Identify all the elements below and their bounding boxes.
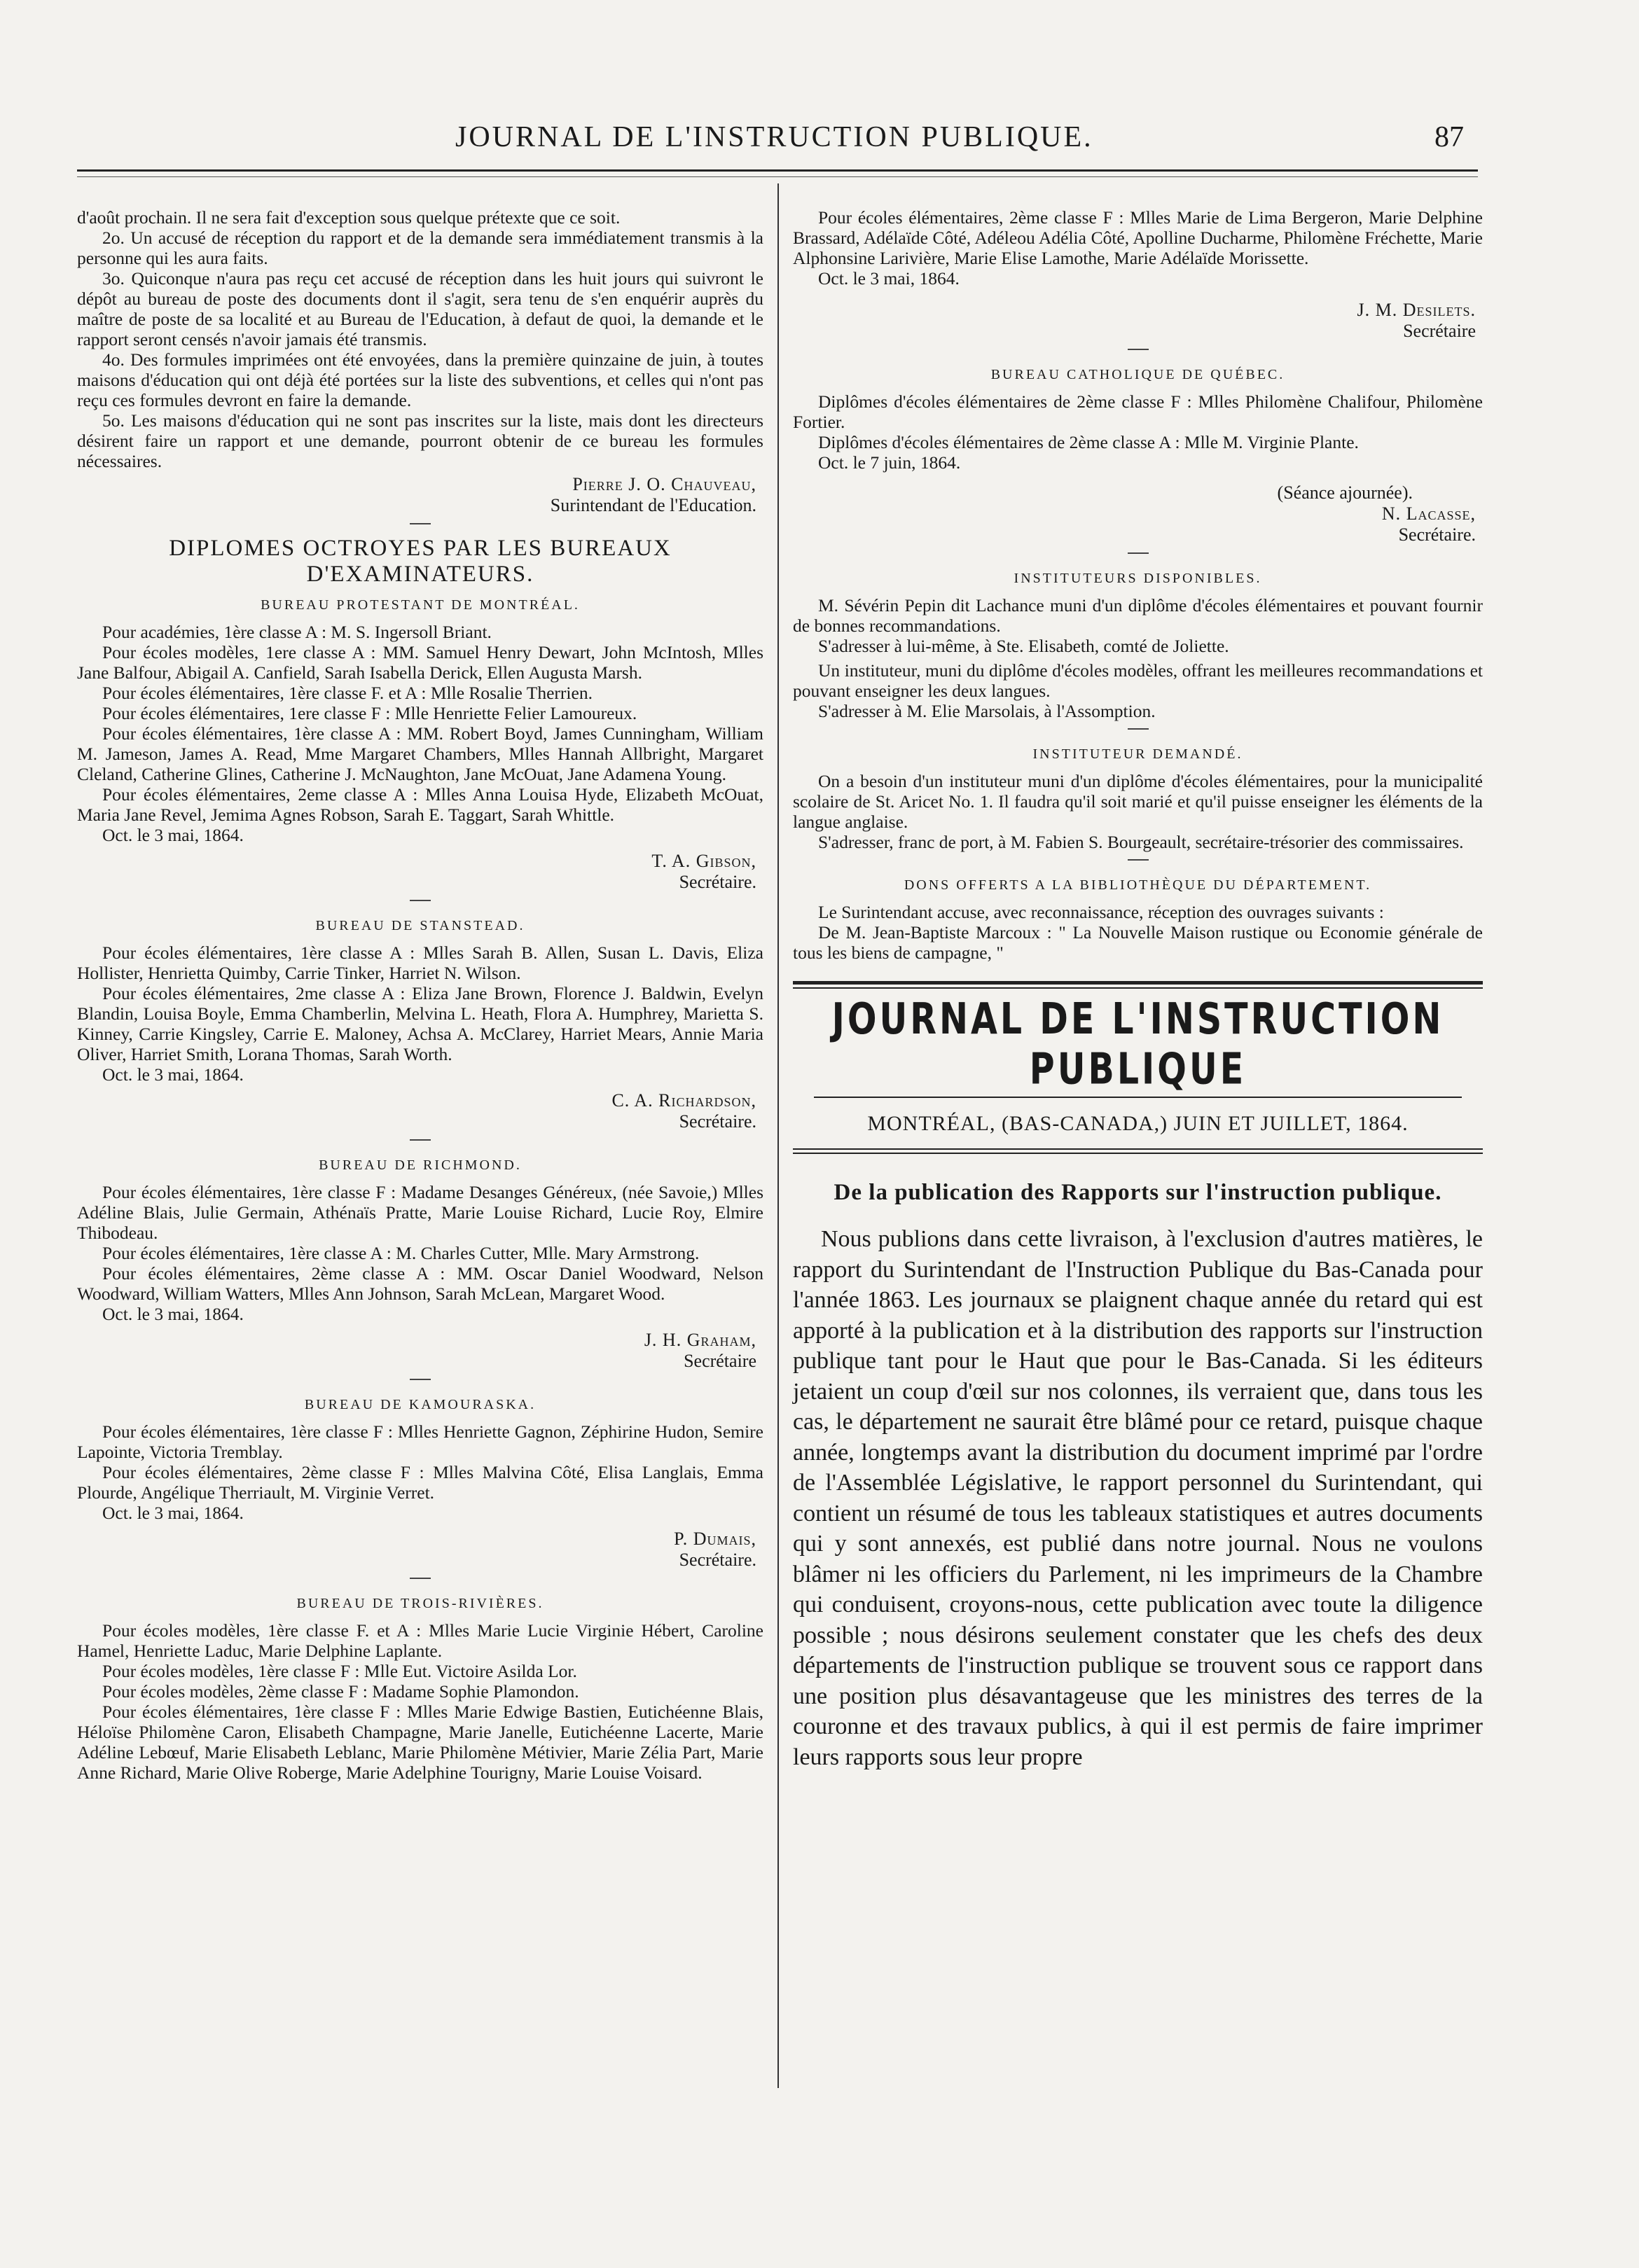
column-divider <box>777 183 779 2088</box>
bureau-heading: BUREAU DE TROIS-RIVIÈRES. <box>296 1596 544 1611</box>
paragraph: Pour écoles modèles, 1ère classe F. et A : Mlles Marie Lucie Virginie Hébert, Caroline Hamel, Henriette Laduc, Marie Delphine Laplante. <box>77 1620 763 1661</box>
paragraph: Pour écoles modèles, 1ère classe F : Mlle Eut. Victoire Asilda Lor. <box>102 1661 577 1681</box>
paragraph: M. Sévérin Pepin dit Lachance muni d'un diplôme d'écoles élémentaires et pouvant fournir de bonnes recommandations. <box>793 595 1483 636</box>
paragraph: Pour écoles élémentaires, 2ème classe F : Mlles Malvina Côté, Elisa Langlais, Emma Plourde, Angélique Therriault, M. Virginie Verret. <box>77 1462 763 1503</box>
session-note: (Séance ajournée). <box>1277 482 1413 503</box>
signature <box>77 474 763 495</box>
paragraph: Pour écoles modèles, 2ème classe F : Madame Sophie Plamondon. <box>102 1681 579 1702</box>
signature-name: N. Lacasse, <box>1381 503 1476 524</box>
divider <box>410 1379 431 1380</box>
signature-name: J. M. Desilets. <box>1357 300 1476 320</box>
masthead-rule-thin <box>793 987 1483 989</box>
paragraph: Pour écoles élémentaires, 2ème classe A : MM. Oscar Daniel Woodward, Nelson Woodward, William Watters, Mlles Ann Johnson, Sarah McLean, Margaret Wood. <box>77 1263 763 1304</box>
bureau-heading: BUREAU DE KAMOURASKA. <box>304 1397 537 1412</box>
date-line: Oct. le 3 mai, 1864. <box>102 1304 244 1324</box>
date-line: Oct. le 3 mai, 1864. <box>102 1064 244 1085</box>
divider <box>1128 728 1149 730</box>
paragraph: Pour écoles élémentaires, 2ème classe F : Mlles Marie de Lima Bergeron, Marie Delphine Brassard, Adélaïde Côté, Adéleou Adélia Côté, Apolline Ducharme, Philomène Fréchette, Marie Alphonsine Larivière, Marie Elise Lamothe, Marie Adélaïde Morissette. <box>793 207 1483 268</box>
masthead-rule <box>793 981 1483 985</box>
article-title: De la publication des Rapports sur l'instruction publique. <box>834 1180 1442 1205</box>
header-rule-thin <box>77 176 1478 177</box>
paragraph: S'adresser à lui-même, à Ste. Elisabeth, comté de Joliette. <box>818 636 1229 656</box>
signature-title: Secrétaire <box>684 1351 756 1371</box>
paragraph: S'adresser à M. Elie Marsolais, à l'Assomption. <box>818 701 1156 721</box>
running-title: JOURNAL DE L'INSTRUCTION PUBLIQUE. <box>455 121 1093 153</box>
masthead-rule-thin <box>793 1148 1483 1150</box>
paragraph: Pour écoles élémentaires, 1ère classe F : Mlles Marie Edwige Bastien, Eutichéenne Blais, Héloïse Philomène Caron, Elisabeth Champagne, Marie Janelle, Eutichéenne Lacerte, Marie Adéline Lebœuf, Marie Elisabeth Leblanc, Marie Philomène Métivier, Marie Zélia Part, Marie Anne Richard, Marie Olive Roberge, Marie Adelphine Tourigny, Marie Louise Voisard. <box>77 1702 763 1783</box>
signature-title: Secrétaire. <box>679 872 756 892</box>
paragraph: 5o. Les maisons d'éducation qui ne sont pas inscrites sur la liste, mais dont les directeurs désirent faire un rapport et une demande, pourront obtenir de ce bureau les formules nécessaires. <box>77 410 763 471</box>
bureau-heading: BUREAU DE STANSTEAD. <box>315 918 525 933</box>
signature-title: Surintendant de l'Education. <box>550 495 756 515</box>
paragraph: Diplômes d'écoles élémentaires de 2ème classe A : Mlle M. Virginie Plante. <box>818 432 1359 452</box>
signature-name: Pierre J. O. Chauveau, <box>572 474 756 494</box>
paragraph: Diplômes d'écoles élémentaires de 2ème classe F : Mlles Philomène Chalifour, Philomène Fortier. <box>793 391 1483 432</box>
divider <box>410 1578 431 1579</box>
paragraph: Pour écoles élémentaires, 1ere classe F : Mlle Henriette Felier Lamoureux. <box>102 703 637 723</box>
paragraph: Pour écoles modèles, 1ere classe A : MM. Samuel Henry Dewart, John McIntosh, Mlles Jane Balfour, Abigail A. Canfield, Sarah Isabella Derick, Ellen Augusta Marsh. <box>77 642 763 683</box>
notice-heading: INSTITUTEUR DEMANDÉ. <box>1032 746 1243 762</box>
paragraph: Pour écoles élémentaires, 1ère classe F. et A : Mlle Rosalie Therrien. <box>102 683 593 703</box>
paragraph: Pour écoles élémentaires, 2eme classe A : Mlles Anna Louisa Hyde, Elizabeth McOuat, Maria Jane Revel, Jemima Agnes Robson, Sarah E. Taggart, Sarah Whittle. <box>77 784 763 825</box>
masthead-dateline: MONTRÉAL, (BAS-CANADA,) JUIN ET JUILLET, 1864. <box>867 1112 1409 1135</box>
masthead-rule-thin <box>793 1153 1483 1154</box>
left-column <box>77 207 763 1783</box>
paragraph: De M. Jean-Baptiste Marcoux : " La Nouvelle Maison rustique ou Economie générale de tous les biens de campagne, " <box>793 922 1483 963</box>
paragraph: 4o. Des formules imprimées ont été envoyées, dans la première quinzaine de juin, à toutes maisons d'éducation qui ont déjà été portées sur la liste des subventions, et celles qui n'ont pas reçu ces formules devront en faire la demande. <box>77 349 763 410</box>
divider <box>1128 859 1149 861</box>
running-head <box>77 120 1478 162</box>
paragraph: Pour écoles élémentaires, 1ère classe F : Mlles Henriette Gagnon, Zéphirine Hudon, Semire Lapointe, Victoria Tremblay. <box>77 1421 763 1462</box>
bureau-heading: BUREAU DE RICHMOND. <box>319 1157 522 1173</box>
signature-name: T. A. Gibson, <box>651 851 756 871</box>
paragraph: Un instituteur, muni du diplôme d'écoles modèles, offrant les meilleures recommandations et pouvant enseigner les deux langues. <box>793 660 1483 701</box>
signature-title: Secrétaire <box>1403 321 1476 341</box>
masthead-title: JOURNAL DE L'INSTRUCTION PUBLIQUE <box>831 994 1444 1094</box>
article <box>793 1179 1483 1772</box>
paragraph: Pour écoles élémentaires, 1ère classe A : MM. Robert Boyd, James Cunningham, William M. Jameson, James A. Read, Mme Margaret Chambers, Mlles Hannah Allbright, Margaret Cleland, Catherine Glines, Catherine J. McNaughton, Jane McOuat, Jane Adamena Young. <box>77 723 763 784</box>
signature-title: Secrétaire. <box>679 1111 756 1132</box>
divider <box>410 1139 431 1141</box>
article-paragraph: Nous publions dans cette livraison, à l'exclusion d'autres matières, le rapport du Surintendant de l'Instruction Publique du Bas-Canada pour l'année 1863. Les journaux se plaignent chaque année du retard qui est apporté à la publication et à la distribution des rapports sur l'instruction publique tant pour le Haut que pour le Bas-Canada. Si les éditeurs jetaient un coup d'œil sur nos colonnes, ils verraient que, dans tous les cas, le département ne saurait être blâmé pour ce retard, puisque chaque année, longtemps avant la distribution du document imprimé par l'ordre de l'Assemblée Législative, le rapport personnel du Surintendant, qui contient un résumé de tous les tableaux statistiques et autres documents qui y sont annexés, est publié dans notre journal. Nous ne voulons blâmer ni les officiers du Parlement, ni les imprimeurs de la Chambre qui conduisent, croyons-nous, cette publication avec toute la diligence possible ; nous désirons seulement constater que les chefs des deux départements de l'instruction publique se trouvent sous ce rapport dans une position plus désavantageuse que les ministres des terres de la couronne et des travaux publics, à qui il est permis de faire imprimer leurs rapports sous leur propre <box>793 1226 1483 1770</box>
date-line: Oct. le 3 mai, 1864. <box>818 268 960 288</box>
signature-name: J. H. Graham, <box>644 1330 756 1350</box>
paragraph: Pour écoles élémentaires, 1ère classe A : M. Charles Cutter, Mlle. Mary Armstrong. <box>102 1243 700 1263</box>
page-number: 87 <box>1434 121 1464 153</box>
signature-name: P. Dumais, <box>674 1529 756 1549</box>
section-title: DIPLOMES OCTROYES PAR LES BUREAUX D'EXAMINATEURS. <box>169 536 672 587</box>
signature-title: Secrétaire. <box>679 1550 756 1570</box>
paragraph: Le Surintendant accuse, avec reconnaissance, réception des ouvrages suivants : <box>818 902 1384 922</box>
divider <box>1128 552 1149 554</box>
divider <box>1128 349 1149 350</box>
notice-heading: DONS OFFERTS A LA BIBLIOTHÈQUE DU DÉPARTEMENT. <box>904 877 1372 893</box>
paragraph: Pour écoles élémentaires, 2me classe A : Eliza Jane Brown, Florence J. Baldwin, Evelyn Blandin, Louisa Boyle, Emma Chamberlin, Melvina L. Heath, Flora A. Humphrey, Marietta S. Kinney, Carrie Kingsley, Carrie E. Maloney, Achsa A. McClarey, Harriet Mears, Annie Maria Oliver, Harriet Smith, Lorana Thomas, Sarah Worth. <box>77 983 763 1064</box>
date-line: Oct. le 7 juin, 1864. <box>818 452 961 473</box>
date-line: Oct. le 3 mai, 1864. <box>102 1503 244 1523</box>
paragraph: S'adresser, franc de port, à M. Fabien S. Bourgeault, secrétaire-trésorier des commissaires. <box>818 832 1464 852</box>
paragraph: Pour écoles élémentaires, 1ère classe F : Madame Desanges Généreux, (née Savoie,) Mlles Adéline Blais, Julie Germain, Athénaïs Pratte, Marie Louise Richard, Lucie Roy, Elmire Thibodeau. <box>77 1182 763 1243</box>
signature-name: C. A. Richardson, <box>611 1090 756 1111</box>
divider <box>410 523 431 524</box>
header-rule <box>77 169 1478 172</box>
divider <box>410 900 431 901</box>
masthead <box>793 981 1483 1154</box>
bureau-heading: BUREAU CATHOLIQUE DE QUÉBEC. <box>990 367 1285 382</box>
signature-title: Secrétaire. <box>1398 524 1476 545</box>
notice-heading: INSTITUTEURS DISPONIBLES. <box>1014 571 1262 586</box>
bureau-heading: BUREAU PROTESTANT DE MONTRÉAL. <box>261 597 580 613</box>
paragraph: 2o. Un accusé de réception du rapport et de la demande sera immédiatement transmis à la personne qui les aura faits. <box>77 228 763 268</box>
paragraph: Pour écoles élémentaires, 1ère classe A : Mlles Sarah B. Allen, Susan L. Davis, Eliza Hollister, Henrietta Quimby, Carrie Tinker, Harriet N. Wilson. <box>77 942 763 983</box>
paragraph: d'août prochain. Il ne sera fait d'exception sous quelque prétexte que ce soit. <box>77 207 621 228</box>
paragraph: On a besoin d'un instituteur muni d'un diplôme d'écoles élémentaires, pour la municipalité scolaire de St. Aricet No. 1. Il faudra qu'il soit marié et qu'il puisse enseigner les éléments de la langue anglaise. <box>793 771 1483 832</box>
date-line: Oct. le 3 mai, 1864. <box>102 825 244 845</box>
paragraph: Pour académies, 1ère classe A : M. S. Ingersoll Briant. <box>102 622 492 642</box>
masthead-rule-mid <box>814 1097 1462 1098</box>
right-column <box>793 207 1483 1772</box>
paragraph: 3o. Quiconque n'aura pas reçu cet accusé de réception dans les huit jours qui suivront le dépôt au bureau de poste des documents dont il s'agit, sera tenu de s'en enquérir auprès du maître de poste de sa localité et au Bureau de l'Education, à defaut de quoi, la demande et le rapport seront censés n'avoir jamais été transmis. <box>77 268 763 349</box>
